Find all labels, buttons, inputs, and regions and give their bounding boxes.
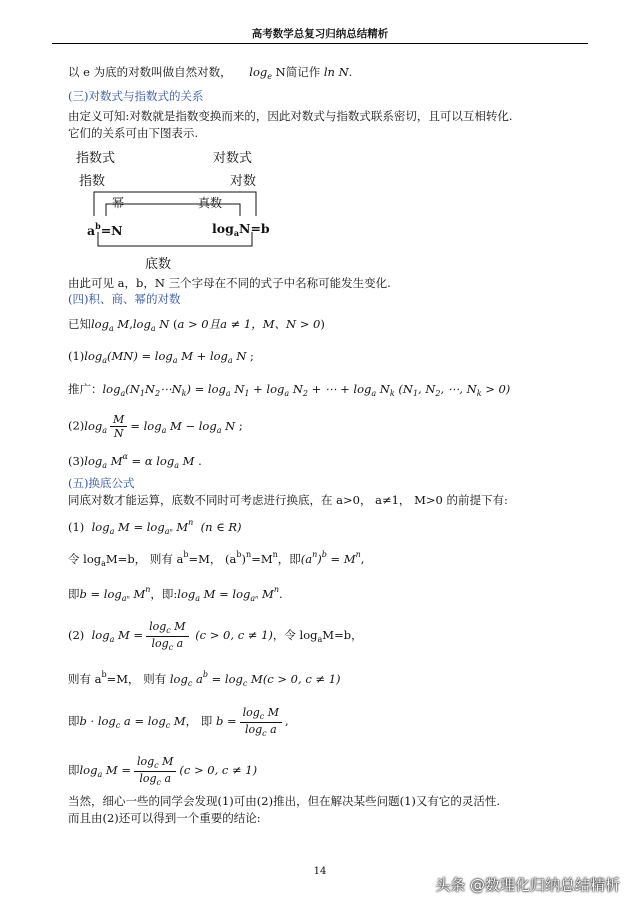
line-derivation-4: 即$b \cdot \log_c a = \log_c M$， 即 b = $\frac{\log_c M}{\log_c a}$ , xyxy=(68,706,289,738)
diagram-label: 幂 xyxy=(112,196,125,210)
diagram-label: 对数式 xyxy=(213,151,253,166)
paragraph: 由定义可知:对数就是指数变换而来的，因此对数式与指数式联系密切，且可以互相转化. xyxy=(68,109,513,123)
page-header: 高考数学总复习归纳总结精析 xyxy=(251,28,389,40)
diagram-label: 底数 xyxy=(145,257,172,272)
text: N简记作 xyxy=(275,65,321,79)
diagram-left-formula: $a^b=N$ xyxy=(87,221,123,238)
diagram-right-formula: $\log_aN=b$ xyxy=(212,221,270,238)
line-derivation-2: 即$b = \log_{a^n} M^n$，即$:\log_a$ $M = \log_{a^n} M^n$. xyxy=(68,585,283,603)
line-derivation-3: 则有 $a^b=M$， 则有 $\log_c a^b = \log_c M(c > 0$, c ≠ 1) xyxy=(68,670,341,688)
formula-product-general: 推广：$\log_a(N_1N_2\cdots N_k) = \log_a N_1 + \log_a N_2$ + ⋯ + $\log_a N_k$ ($N_1$, $N_2$, ⋯, $N_k > 0$) xyxy=(68,382,511,398)
formula-product: $(1)\log_a(MN) = \log_a M + \log_a N$ ; xyxy=(68,349,254,365)
line-derivation-1: 令 $\log_aM=b$， 则有 $a^b=M$， $(a^b)^n=M^n$，即$(a^n)^b = M^n$, xyxy=(68,550,365,568)
diagram-label: 指数式 xyxy=(76,151,116,166)
section-4-heading: (四)积、商、幂的对数 xyxy=(68,292,181,306)
watermark: 头条 @数理化归纳总结精析 xyxy=(435,876,620,894)
formula-quotient: $(2)\log_a$ $\frac{M}{N}$ = $\log_a M - \log_a N$ ; xyxy=(68,413,243,441)
text: 以 e 为底的对数叫做自然对数， xyxy=(68,65,232,79)
diagram-label: 指数 xyxy=(79,174,106,189)
formula-change-2: (2) $\log_a M$ = $\frac{\log_c M}{\log_c a}$ (c > 0, c ≠ 1)，令 $\log_aM=b$， xyxy=(68,620,363,652)
diagram-label: 真数 xyxy=(198,196,223,210)
line-natural-log: 以 e 为底的对数叫做自然对数， $\log_e N$简记作 ln N. xyxy=(68,65,353,81)
paragraph: 由此可见 a，b，N 三个字母在不同的式子中名称可能发生变化. xyxy=(68,276,391,290)
paragraph: 同底对数才能运算，底数不同时可考虑进行换底，在 a>0， a≠1， M>0 的前提下有: xyxy=(68,493,508,507)
section-3-heading: (三)对数式与指数式的关系 xyxy=(68,89,204,103)
formula-power: $(3)\log_a$ $M^\alpha = \alpha$ $\log_a M$ . xyxy=(68,452,202,470)
paragraph: 当然，细心一些的同学会发现(1)可由(2)推出，但在解决某些问题(1)又有它的灵活性. xyxy=(68,794,501,808)
header-rule xyxy=(52,43,588,44)
section-5-heading: (五)换底公式 xyxy=(68,476,135,490)
diagram-label: 对数 xyxy=(230,174,257,189)
paragraph: 它们的关系可由下图表示. xyxy=(68,126,199,140)
line-known: 已知$\log_a M,\log_a$ N (a > 0且a ≠ 1，M、N > 0) xyxy=(68,317,325,333)
formula-change-1: (1) $\log_a M = \log_{a^n} M^n$ (n ∈ R) xyxy=(68,518,242,536)
line-derivation-5: 即$\log_a M$ = $\frac{\log_c M}{\log_c a}$ (c > 0, c ≠ 1) xyxy=(68,755,258,787)
math: ln N xyxy=(323,65,349,79)
paragraph: 而且由(2)还可以得到一个重要的结论: xyxy=(68,811,261,825)
page-number: 14 xyxy=(313,866,327,877)
